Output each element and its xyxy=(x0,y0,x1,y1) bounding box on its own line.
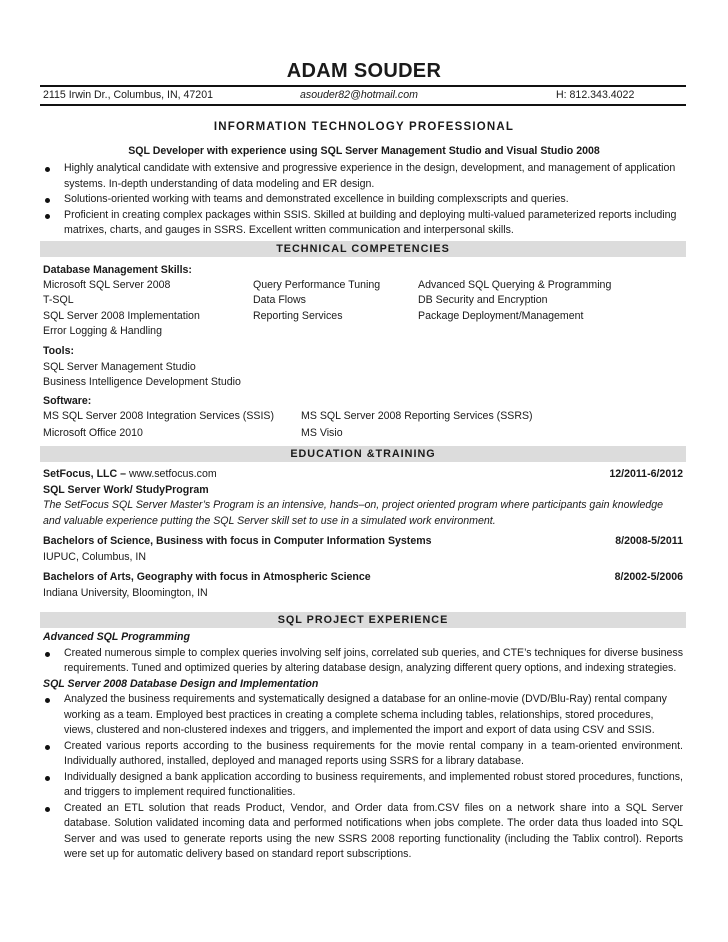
professional-title: INFORMATION TECHNOLOGY PROFESSIONAL xyxy=(213,121,515,133)
list-item: Analyzed the business requirements and systematically designed a database for an online-movie (DVD/Blu-Ray) rental company working as a team. Employed best practices in creating a complete schema including tables, relationships, stored procedures, views, clustered and non-clustered indexes and triggers, and implemented the import and export of data using CSV and SSIS. xyxy=(43,692,683,739)
degree-line xyxy=(43,570,683,585)
degree: Bachelors of Arts, Geography with focus in Atmospheric Science xyxy=(43,571,371,583)
dates: 8/2008-5/2011 xyxy=(615,535,683,547)
dates: 8/2002-5/2006 xyxy=(614,571,683,583)
section-header-competencies: TECHNICAL COMPETENCIES xyxy=(40,241,686,257)
db-skills-label: Database Management Skills: xyxy=(43,264,192,276)
list-item: Proficient in creating complex packages within SSIS. Skilled at building and deploying multi-valued parameterized reports including matrixes, charts, and gauges in SSRS. Excellent written communication and interpersonal skills. xyxy=(43,208,683,239)
list-item: Created various reports according to the business requirements for the movie rental company in a team-oriented environment. Individually authored, installed, deployed and managed reports using SSRS for a library database. xyxy=(43,739,683,770)
software: MS SQL Server 2008 Reporting Services (SSRS) xyxy=(301,410,533,422)
program-description: The SetFocus SQL Server Master’s Program is an intensive, hands–on, project oriented program where participants gain knowledge and valuable experience putting the SQL Server skill set to use in a simulated work environment. xyxy=(43,499,664,527)
software: MS SQL Server 2008 Integration Services (SSIS) xyxy=(43,410,275,422)
software: MS Visio xyxy=(301,427,343,439)
projects-body xyxy=(43,630,683,863)
degree: Bachelors of Science, Business with focus in Computer Information Systems xyxy=(43,535,432,547)
skill: Data Flows xyxy=(253,294,306,306)
skill: Microsoft SQL Server 2008 xyxy=(43,279,171,291)
address: 2115 Irwin Dr., Columbus, IN, 47201 xyxy=(43,89,213,101)
list-item: Created an ETL solution that reads Product, Vendor, and Order data from.CSV files on a network share into a SQL Server database. Solution validated incoming data and performed notifications when jobs complete. The order data thus loaded into SQL Server and was used to generate reports using the new SSRS 2008 reporting functionality (including the Tablix control). Reports were set up for automatic delivery based on standard report subscriptions. xyxy=(43,801,683,863)
project-bullets xyxy=(43,646,683,677)
divider xyxy=(40,104,686,106)
skill: Error Logging & Handling xyxy=(43,325,162,337)
list-item: Created numerous simple to complex queries involving self joins, correlated sub queries, and CTE’s techniques for diverse business requirements. Tuned and optimized queries by altering database design, analyzing different query options, and indexing strategies. xyxy=(43,646,683,677)
org: SetFocus, LLC – xyxy=(43,468,129,480)
skill: Reporting Services xyxy=(253,310,343,322)
tool: SQL Server Management Studio xyxy=(43,361,196,373)
list-item: Individually designed a bank application according to business requirements, and implemented robust stored procedures, functions, and triggers to implement required functionalities. xyxy=(43,770,683,801)
contact-line xyxy=(43,89,683,104)
tools-label: Tools: xyxy=(43,345,74,357)
school: IUPUC, Columbus, IN xyxy=(43,551,147,563)
skill: Query Performance Tuning xyxy=(253,279,381,291)
divider xyxy=(40,85,686,87)
section-header-projects: SQL PROJECT EXPERIENCE xyxy=(40,612,686,628)
software: Microsoft Office 2010 xyxy=(43,427,143,439)
software-label: Software: xyxy=(43,395,92,407)
skill: SQL Server 2008 Implementation xyxy=(43,310,200,322)
degree-line xyxy=(43,534,683,549)
section-header-education: EDUCATION &TRAINING xyxy=(40,446,686,462)
skill: Package Deployment/Management xyxy=(418,310,584,322)
project-bullets xyxy=(43,692,683,863)
candidate-name: ADAM SOUDER xyxy=(286,60,442,82)
skill: Advanced SQL Querying & Programming xyxy=(418,279,612,291)
school: Indiana University, Bloomington, IN xyxy=(43,587,208,599)
skill: T-SQL xyxy=(43,294,74,306)
list-item: Highly analytical candidate with extensive and progressive experience in the design, development, and management of application systems. In-depth understanding of data modeling and ER design. xyxy=(43,161,683,192)
profile-bullets xyxy=(43,161,683,239)
setfocus-line xyxy=(43,467,683,482)
list-item: Solutions-oriented working with teams and demonstrated excellence in building complexscripts and queries. xyxy=(43,192,683,208)
org-link[interactable]: www.setfocus.com xyxy=(128,468,217,480)
tool: Business Intelligence Development Studio xyxy=(43,376,241,388)
phone: H: 812.343.4022 xyxy=(556,89,635,101)
dates: 12/2011-6/2012 xyxy=(609,468,683,480)
program-name: SQL Server Work/ StudyProgram xyxy=(43,484,209,496)
project-title: SQL Server 2008 Database Design and Implementation xyxy=(43,677,319,690)
email-link[interactable]: asouder82@hotmail.com xyxy=(300,89,418,101)
skill: DB Security and Encryption xyxy=(418,294,548,306)
profile-subtitle: SQL Developer with experience using SQL Server Management Studio and Visual Studio 2008 xyxy=(128,145,600,157)
project-title: Advanced SQL Programming xyxy=(43,631,190,643)
